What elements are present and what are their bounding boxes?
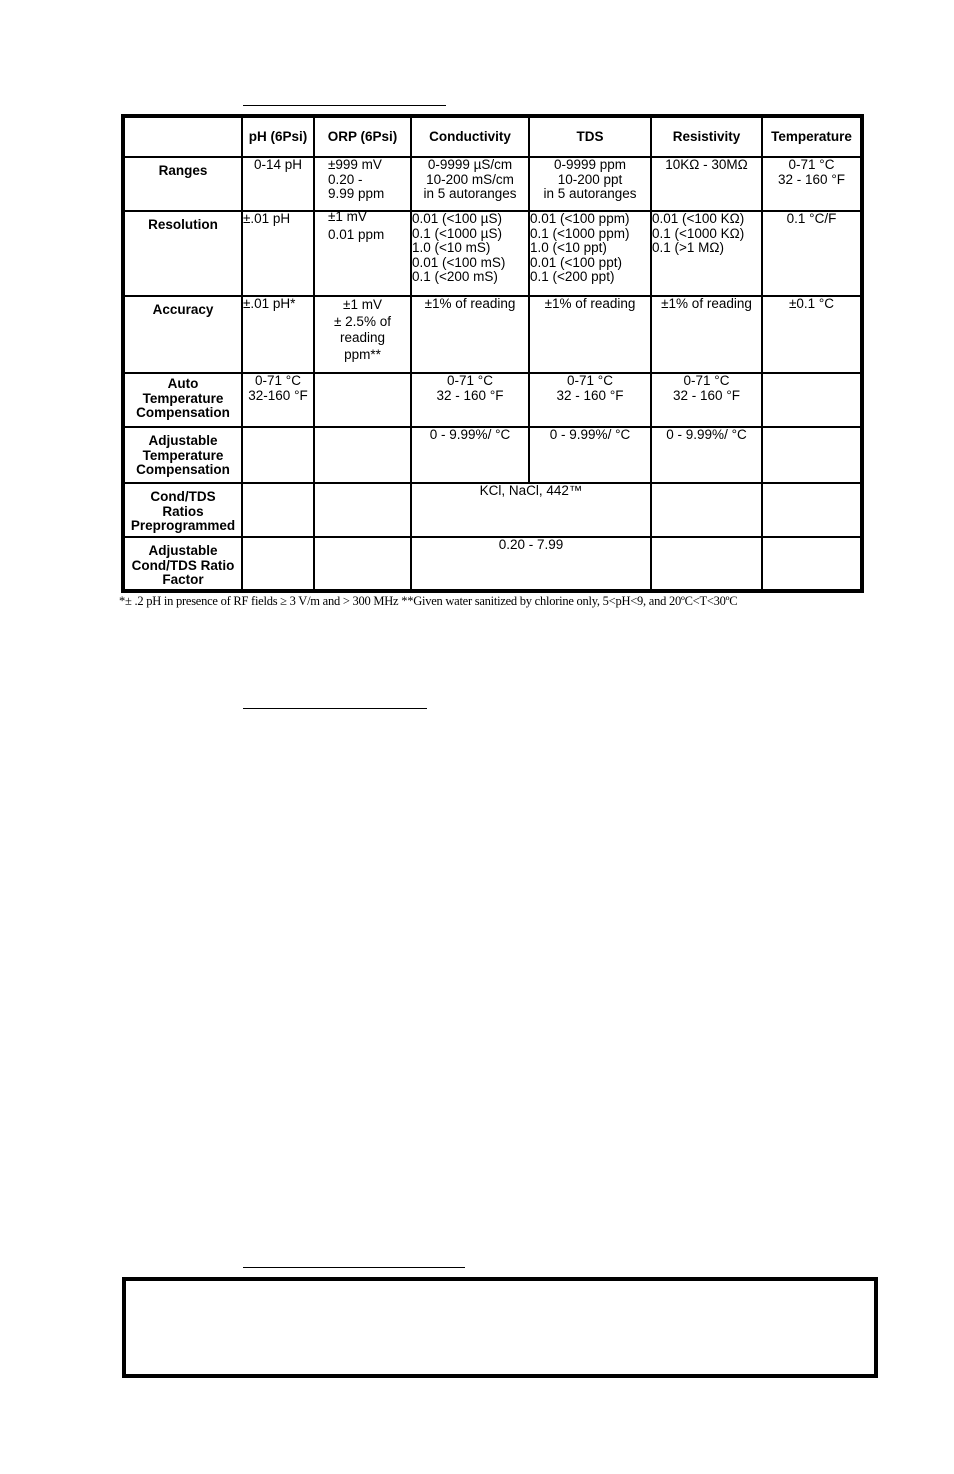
row-label: Cond/TDS Ratios Preprogrammed xyxy=(123,483,242,537)
table-cell: 0-9999 ppm 10-200 ppt in 5 autoranges xyxy=(529,157,651,211)
table-cell: 0.01 (<100 KΩ) 0.1 (<1000 KΩ) 0.1 (>1 MΩ) xyxy=(651,211,762,296)
table-cell xyxy=(242,483,314,537)
table-cell: ±1% of reading xyxy=(411,296,529,373)
header-orp: ORP (6Psi) xyxy=(314,116,411,157)
header-resistivity: Resistivity xyxy=(651,116,762,157)
table-cell: ±999 mV 0.20 - 9.99 ppm xyxy=(314,157,411,211)
row-label: Resolution xyxy=(123,211,242,296)
header-tds: TDS xyxy=(529,116,651,157)
table-cell xyxy=(314,427,411,483)
table-row-ratio-factor xyxy=(123,537,862,591)
table-cell: 0 - 9.99%/ °C xyxy=(411,427,529,483)
table-cell xyxy=(762,537,862,591)
table-cell: 0-71 °C 32 - 160 °F xyxy=(411,373,529,427)
table-cell: 0-71 °C 32 - 160 °F xyxy=(651,373,762,427)
table-cell: 0-71 °C 32-160 °F xyxy=(242,373,314,427)
table-cell-merged: 0.20 - 7.99 xyxy=(411,537,651,591)
table-cell xyxy=(242,427,314,483)
table-cell: 0.01 (<100 ppm) 0.1 (<1000 ppm) 1.0 (<10 ppt) 0.01 (<100 ppt) 0.1 (<200 ppt) xyxy=(529,211,651,296)
table-cell: ±1% of reading xyxy=(529,296,651,373)
table-cell: 0-14 pH xyxy=(242,157,314,211)
table-cell xyxy=(314,537,411,591)
table-cell: 0-9999 µS/cm 10-200 mS/cm in 5 autoranges xyxy=(411,157,529,211)
table-row-auto-temp-comp xyxy=(123,373,862,427)
table-cell: ±0.1 °C xyxy=(762,296,862,373)
header-corner xyxy=(123,116,242,157)
row-label: Ranges xyxy=(123,157,242,211)
table-cell: ±.01 pH* xyxy=(242,296,314,373)
table-cell: 10KΩ - 30MΩ xyxy=(651,157,762,211)
table-cell: ±1% of reading xyxy=(651,296,762,373)
header-temperature: Temperature xyxy=(762,116,862,157)
table-cell: 0 - 9.99%/ °C xyxy=(651,427,762,483)
section-rule-3 xyxy=(243,1267,465,1268)
table-cell: 0-71 °C 32 - 160 °F xyxy=(762,157,862,211)
table-header-row xyxy=(123,116,862,157)
table-row-ratios-preprogrammed xyxy=(123,483,862,537)
header-ph: pH (6Psi) xyxy=(242,116,314,157)
table-row-adjustable-temp-comp xyxy=(123,427,862,483)
section-rule-2 xyxy=(243,708,427,709)
table-cell xyxy=(651,483,762,537)
table-cell xyxy=(762,427,862,483)
notice-box xyxy=(122,1277,878,1378)
table-cell xyxy=(242,537,314,591)
table-cell xyxy=(651,537,762,591)
table-cell xyxy=(762,373,862,427)
row-label: Accuracy xyxy=(123,296,242,373)
row-label: Adjustable Temperature Compensation xyxy=(123,427,242,483)
table-cell xyxy=(762,483,862,537)
table-cell: 0-71 °C 32 - 160 °F xyxy=(529,373,651,427)
table-cell: ±1 mV ± 2.5% of reading ppm** xyxy=(314,296,411,373)
row-label: Auto Temperature Compensation xyxy=(123,373,242,427)
specifications-table xyxy=(121,114,864,593)
table-cell xyxy=(314,483,411,537)
table-cell xyxy=(314,373,411,427)
table-cell: 0.01 (<100 µS) 0.1 (<1000 µS) 1.0 (<10 mS) 0.01 (<100 mS) 0.1 (<200 mS) xyxy=(411,211,529,296)
table-row-accuracy xyxy=(123,296,862,373)
table-cell: ±1 mV 0.01 ppm xyxy=(314,211,411,296)
table-row-ranges xyxy=(123,157,862,211)
table-cell-merged: KCl, NaCl, 442™ xyxy=(411,483,651,537)
table-cell: 0 - 9.99%/ °C xyxy=(529,427,651,483)
section-rule-1 xyxy=(243,105,446,106)
table-row-resolution xyxy=(123,211,862,296)
header-conductivity: Conductivity xyxy=(411,116,529,157)
row-label: Adjustable Cond/TDS Ratio Factor xyxy=(123,537,242,591)
table-cell: 0.1 °C/F xyxy=(762,211,862,296)
table-cell: ±.01 pH xyxy=(242,211,314,296)
table-footnote: *± .2 pH in presence of RF fields ≥ 3 V/m and > 300 MHz **Given water sanitized by chlorine only, 5<pH<9, and 20ºC<T<30ºC xyxy=(119,594,738,608)
